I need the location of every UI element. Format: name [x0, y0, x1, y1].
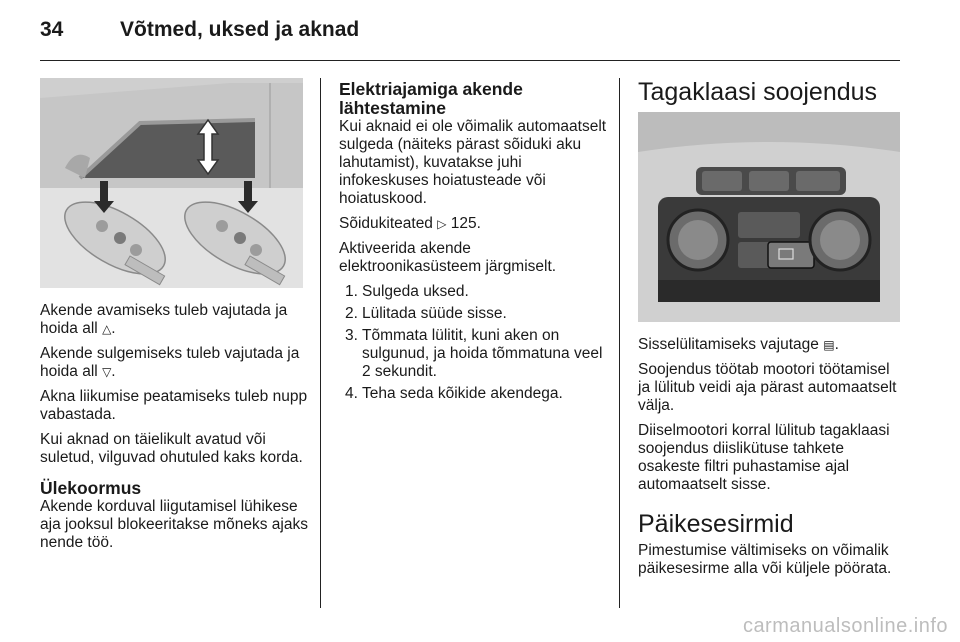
window-close-icon: ▽: [102, 365, 112, 379]
paragraph-reset-intro: Kui aknaid ei ole võimalik automaatselt sulgeda (näiteks pärast sõiduki aku lahutamist), kuvatakse juhi infokeskuses hoiatusteade või hoiatuskood.: [339, 118, 607, 207]
paragraph-hazard: Kui aknad on täielikult avatud või suletud, vilguvad ohutuled kaks korda.: [40, 431, 303, 466]
column-right-heading: [638, 78, 900, 106]
watermark: carmanualsonline.info: [742, 615, 948, 637]
list-item: 3. Tõmmata lülitit, kuni aken on sulgunud, ja hoida tõmmatuna veel 2 sekundit.: [345, 327, 603, 380]
column-left: [40, 302, 308, 559]
paragraph-diesel: Diiselmootori korral lülitub tagaklaasi soojendus diislikütuse tahkete osakeste filtri puhastamise ajal automaatselt sisse.: [638, 422, 890, 493]
heading-overload: Ülekoormus: [40, 478, 142, 498]
paragraph-overload: Akende korduval liigutamisel lühikese aja jooksul blokeeritakse mõneks ajaks nende töö.: [40, 498, 308, 551]
paragraph-open-windows: Akende avamiseks tuleb vajutada ja hoida all △.: [40, 302, 288, 337]
column-divider-left: [320, 78, 321, 608]
paragraph-activate: Aktiveerida akende elektroonikasüsteem järgmiselt.: [339, 240, 557, 275]
paragraph-stop: Akna liikumise peatamiseks tuleb nupp vabastada.: [40, 388, 308, 423]
paragraph-reference: Sõidukiteated ▷ 125.: [339, 215, 481, 232]
header-rule: [40, 60, 900, 61]
paragraph-sun-visors: Pimestumise vältimiseks on võimalik päikesesirme alla või küljele pöörata.: [638, 542, 892, 577]
reference-arrow-icon: ▷: [437, 217, 447, 231]
chapter-title: Võtmed, uksed ja aknad: [120, 18, 360, 41]
heading-sun-visors: Päikesesirmid: [638, 510, 794, 538]
heading-reset: Elektriajamiga akende lähtestamine: [339, 79, 523, 118]
column-divider-right: [619, 78, 620, 608]
page-header: [40, 18, 900, 52]
list-item: 2. Lülitada süüde sisse.: [345, 305, 507, 322]
window-keyfob-illustration: [40, 78, 303, 288]
rear-defrost-icon: ▤: [823, 338, 835, 352]
column-middle: [339, 80, 609, 410]
list-item: 1. Sulgeda uksed.: [345, 283, 469, 300]
paragraph-switch-on: Sisselülitamiseks vajutage ▤.: [638, 336, 839, 353]
paragraph-auto-off: Soojendus töötab mootori töötamisel ja lülitub veidi aja pärast automaatselt välja.: [638, 361, 897, 414]
list-item: 4. Teha seda kõikide akendega.: [345, 385, 563, 402]
window-open-icon: △: [102, 322, 112, 336]
paragraph-close-windows: Akende sulgemiseks tuleb vajutada ja hoida all ▽.: [40, 345, 300, 380]
heading-rear-defrost: Tagaklaasi soojendus: [638, 78, 878, 106]
page-number: 34: [40, 18, 64, 41]
steps-list: [339, 283, 609, 403]
climate-control-illustration: [638, 112, 900, 322]
column-right: [638, 336, 902, 585]
